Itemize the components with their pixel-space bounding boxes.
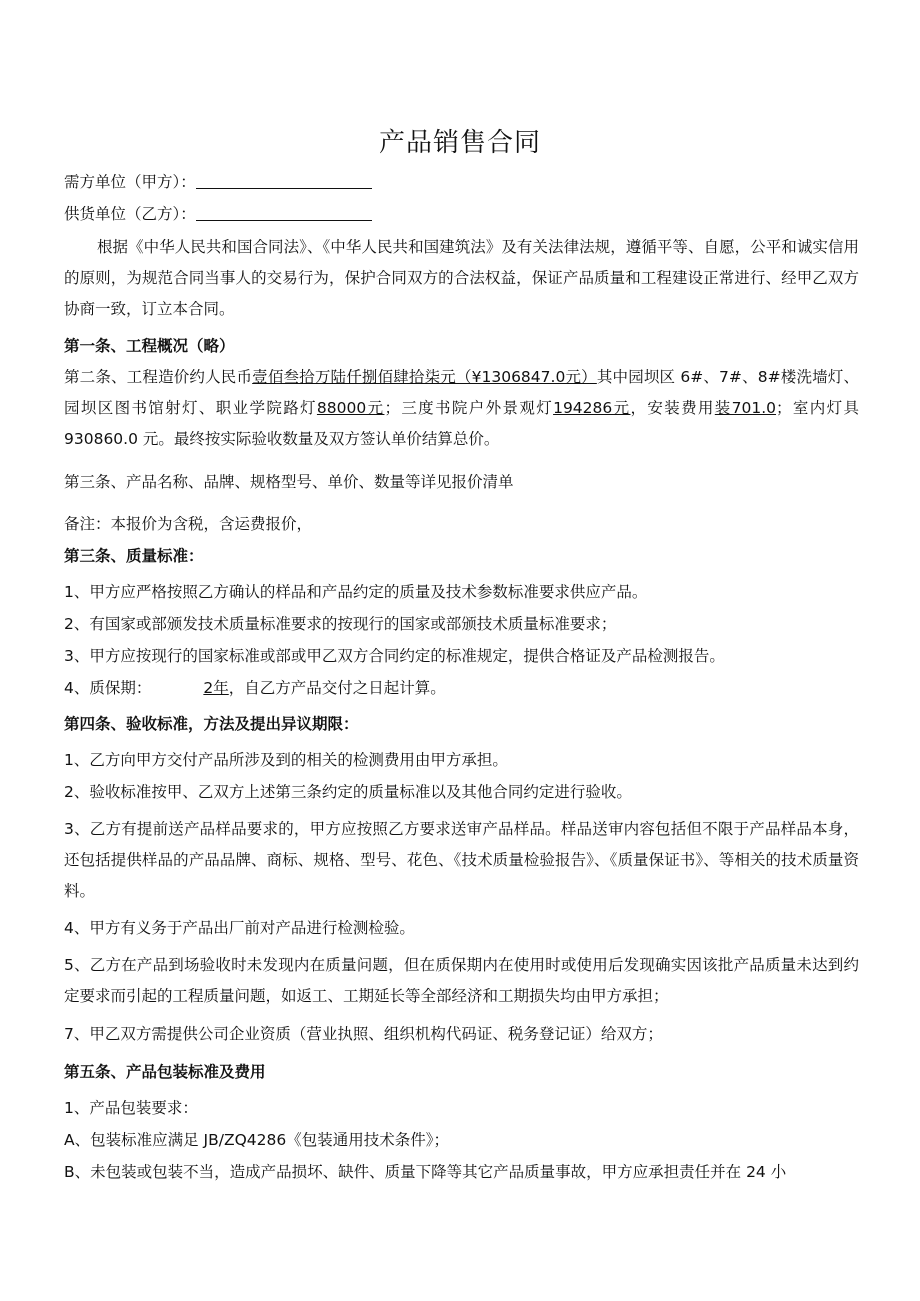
warranty-value: 2年 bbox=[203, 679, 229, 697]
article4-heading: 第四条、验收标准，方法及提出异议期限： bbox=[64, 715, 359, 733]
packaging-item: A、包装标准应满足 JB/ZQ4286《包装通用技术条件》； bbox=[64, 1131, 449, 1149]
article2-text-2: 其中园坝区 6#、7#、8#楼洗墙灯、园坝区图书馆射灯、职业学院路灯 bbox=[64, 368, 859, 417]
article2-amount-words: 壹佰叁拾万陆仟捌佰肆拾柒元（¥1306847.0元） bbox=[252, 368, 597, 386]
quality-item: 3、甲方应按现行的国家标准或部或甲乙双方合同约定的标准规定，提供合格证及产品检测报告。 bbox=[64, 647, 725, 665]
acceptance-item: 7、甲乙双方需提供公司企业资质（营业执照、组织机构代码证、税务登记证）给双方； bbox=[64, 1025, 663, 1043]
preamble: 根据《中华人民共和国合同法》、《中华人民共和国建筑法》及有关法律法规，遵循平等、自愿，公平和诚实信用的原则，为规范合同当事人的交易行为，保护合同双方的合法权益，保证产品质量和工程建设正常进行、经甲乙双方协商一致，订立本合同。 bbox=[64, 238, 859, 318]
acceptance-item: 5、乙方在产品到场验收时未发现内在质量问题，但在质保期内在使用时或使用后发现确实因该批产品质量未达到约定要求而引起的工程质量问题，如返工、工期延长等全部经济和工期损失均由甲方承担； bbox=[64, 956, 859, 1005]
party-b-line bbox=[64, 204, 372, 224]
page-title: 产品销售合同 bbox=[378, 128, 541, 158]
article2-text-5: ；室内灯具 930860.0 元。最终按实际验收数量及双方签认单价结算总价。 bbox=[64, 399, 859, 448]
warranty-label: 4、质保期： bbox=[64, 679, 152, 697]
article2-value-1: 88000元 bbox=[316, 399, 385, 417]
party-a-label: 需方单位（甲方）： bbox=[64, 173, 196, 191]
warranty-rest: ，自乙方产品交付之日起计算。 bbox=[228, 679, 446, 697]
warranty-line bbox=[64, 678, 446, 698]
article3a-line: 第三条、产品名称、品牌、规格型号、单价、数量等详见报价清单 bbox=[64, 473, 514, 491]
article2-text-4: ，安装费用 bbox=[630, 399, 715, 417]
article2-value-2: 194286元 bbox=[553, 399, 631, 417]
acceptance-item: 2、验收标准按甲、乙双方上述第三条约定的质量标准以及其他合同约定进行验收。 bbox=[64, 783, 632, 801]
article5-heading: 第五条、产品包装标准及费用 bbox=[64, 1063, 266, 1081]
article2-text-3: ；三度书院户外景观灯 bbox=[384, 399, 554, 417]
quality-item: 1、甲方应严格按照乙方确认的样品和产品约定的质量及技术参数标准要求供应产品。 bbox=[64, 583, 648, 601]
article2-value-3: 装701.0 bbox=[714, 399, 777, 417]
party-a-line bbox=[64, 172, 372, 192]
article2-paragraph bbox=[64, 362, 859, 455]
article2-text-1: 第二条、工程造价约人民币 bbox=[64, 368, 253, 386]
party-a-blank bbox=[196, 172, 372, 189]
acceptance-item: 1、乙方向甲方交付产品所涉及到的相关的检测费用由甲方承担。 bbox=[64, 751, 508, 769]
quality-item: 2、有国家或部颁发技术质量标准要求的按现行的国家或部颁技术质量标准要求； bbox=[64, 615, 617, 633]
party-b-label: 供货单位（乙方）： bbox=[64, 205, 196, 223]
party-b-blank bbox=[196, 204, 372, 221]
remark-line: 备注：本报价为含税，含运费报价， bbox=[64, 515, 313, 533]
acceptance-item: 3、乙方有提前送产品样品要求的，甲方应按照乙方要求送审产品样品。样品送审内容包括但不限于产品样品本身，还包括提供样品的产品品牌、商标、规格、型号、花色、《技术质量检验报告》、《质量保证书》、等相关的技术质量资料。 bbox=[64, 820, 859, 900]
article3-heading: 第三条、质量标准： bbox=[64, 547, 204, 565]
acceptance-item: 4、甲方有义务于产品出厂前对产品进行检测检验。 bbox=[64, 919, 415, 937]
packaging-item: 1、产品包装要求： bbox=[64, 1099, 198, 1117]
packaging-item: B、未包装或包装不当，造成产品损坏、缺件、质量下降等其它产品质量事故，甲方应承担责任并在 24 小 bbox=[64, 1163, 787, 1181]
article1-heading: 第一条、工程概况（略） bbox=[64, 337, 235, 355]
